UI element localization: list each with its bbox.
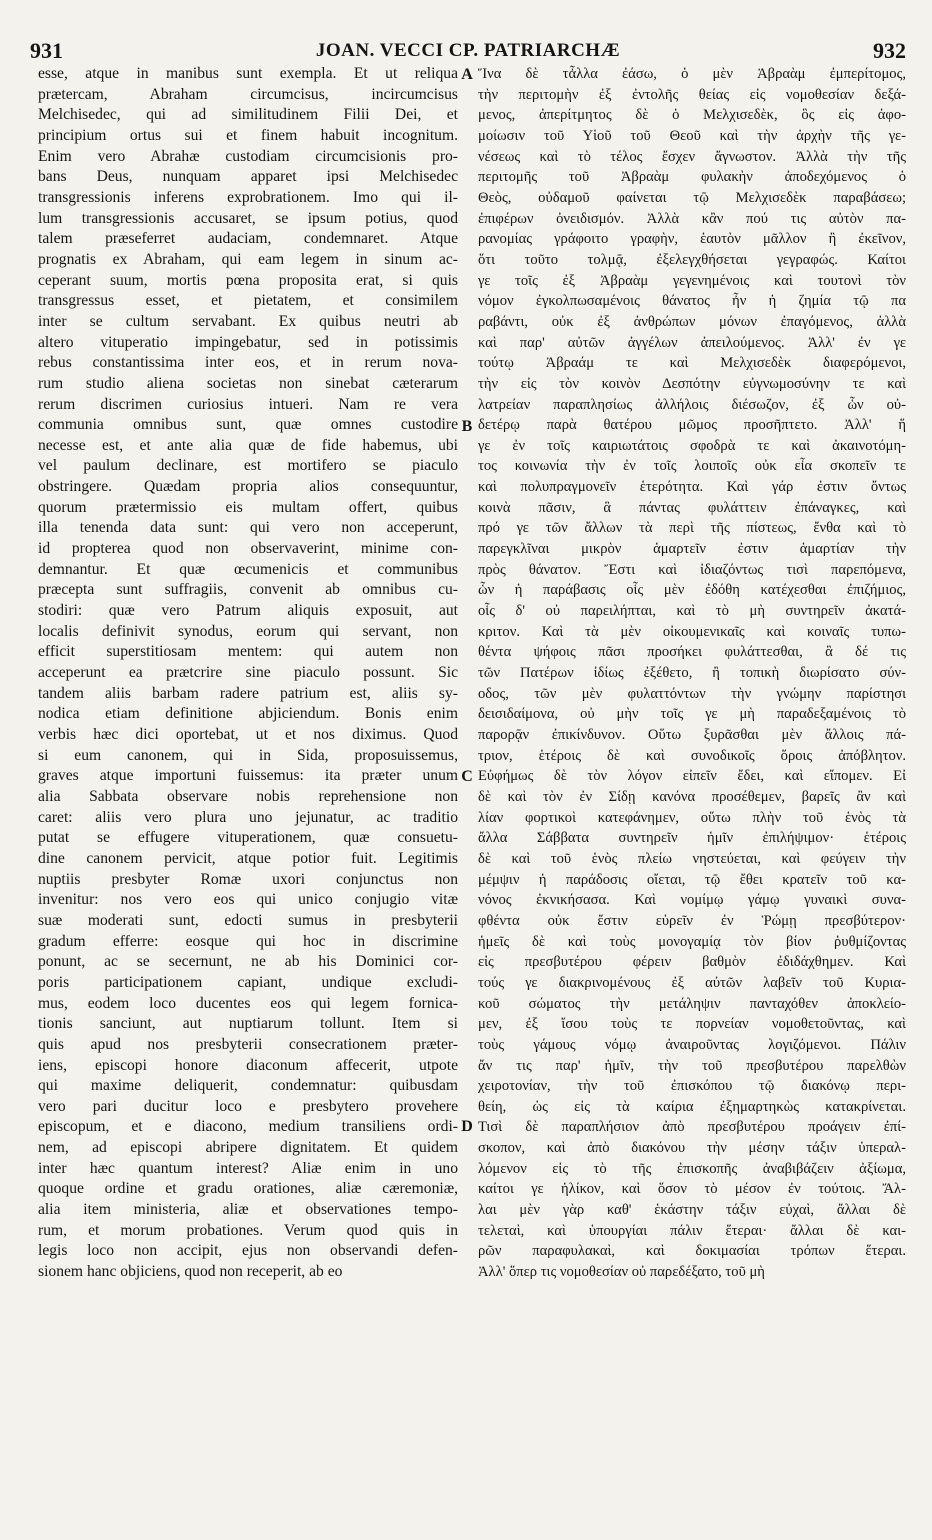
text-line: lum transgressionis accusaret, se ipsum potius, quod [38, 209, 458, 227]
text-line: τούς γε διακρινομένους ἐξ αὐτῶν λαβεῖν τοῦ Κυρια- [478, 974, 906, 991]
text-line: inter hæc quantum interest? Aliæ enim in uno [38, 1159, 458, 1177]
text-line: poris participationem capiant, undique excludi- [38, 973, 458, 991]
text-line: λίαν φορτικοὶ κατεφάνημεν, οὕτω πλὴν τοῦ ἑνὸς τὰ [478, 809, 906, 826]
text-line: prognatis ex Abraham, qui eam legem in sinum ac- [38, 250, 458, 268]
text-line: λατρείαν παραπλησίως ἀλλήλοις διέσωζον, ἐξ ὧν οὐ- [478, 396, 906, 413]
text-line: φθέντα οὐκ ἔστιν εὑρεῖν ἐν Ῥώμῃ πρεσβύτερον· [478, 912, 906, 929]
text-line: acceperunt ea prætcrire sine piaculo possunt. Sic [38, 664, 458, 682]
text-line: transgressionis inferens exprobrationem. Imo qui il- [38, 188, 458, 206]
text-line: verbis hæc dici oportebat, ut et nos diximus. Quod [38, 726, 458, 743]
text-line: Τισὶ δὲ παραπλήσιον ἀπὸ πρεσβυτέρου προάγειν ἐπί- [478, 1119, 906, 1136]
text-line: οἷς δ' οὐ παρειλήπται, καὶ τὸ μὴ συντηρεῖν ἀκατά- [478, 603, 906, 620]
text-line: ραβάντι, οὐκ ἐξ ἀνθρώπων μόνων ἐπαγόμενος, ἀλλὰ [478, 313, 906, 330]
text-line: νέσεως καὶ τὸ τέλος ἔσχεν ἄγνωστον. Ἀλλὰ τὴν τῆς [478, 148, 906, 165]
text-line: καίτοι γε ἡλίκον, καὶ ὅσον τὸ μέσον ἐν τούτοις. Ἄλ- [478, 1181, 906, 1198]
margin-mark-c: C [461, 768, 473, 785]
text-line: κοινὰ πᾶσιν, ἃ πάντας φυλάττειν ἐπάναγκες, καὶ [478, 499, 906, 516]
text-line: ceperant suum, mortis pœna proposita erat, si quis [38, 271, 458, 289]
text-line: qui maxime deliquerit, condemnatur: quibusdam [38, 1077, 458, 1095]
text-line: talem præseferret audaciam, condemnaret. Atque [38, 230, 458, 248]
text-line: γε ἐν τοῖς καιριωτάτοις σφοδρὰ τε καὶ ἀκαινοτόμη- [478, 437, 906, 454]
margin-mark-a: A [461, 66, 473, 83]
text-line: episcopum, et e diacono, medium transiliens ordi- [38, 1118, 458, 1136]
text-line: iens, episcopi honore diaconum affecerit, utpote [38, 1056, 458, 1074]
text-line: sionem hanc objiciens, quod non receperit, ab eo [38, 1263, 343, 1281]
text-line: nem, ad episcopi abripere dignitatem. Et quidem [38, 1139, 458, 1157]
text-line: quoque ordine et gradu orationes, aliæ cæremoniæ, [38, 1180, 458, 1198]
text-line: τοὺς γάμους νόμῳ ἀναιροῦντας λογιζόμενοι. Πάλιν [478, 1036, 906, 1053]
text-line: παρεγκλῖναι μικρὸν ἁμαρτεῖν ἐστιν ἁμαρτίαν τὴν [478, 541, 906, 558]
text-line: nuptiis presbyter Romæ uxori conjunctus non [38, 870, 458, 888]
text-line: tionis sanciunt, aut nuptiarum tollunt. Item si [38, 1015, 458, 1033]
text-line: Melchisedec, qui ad similitudinem Filii Dei, et [38, 106, 458, 124]
text-line: tandem aliis barbam radere patrium est, aliis sy- [38, 684, 458, 702]
text-line: μεν, ἐξ ἴσου τοὺς τε πορνείαν νομοθετοῦντας, καὶ [478, 1016, 906, 1033]
page-number-left: 931 [30, 38, 63, 63]
text-line: esse, atque in manibus sunt exempla. Et ut reliqua [38, 65, 458, 82]
latin-column [38, 64, 458, 1283]
text-line: Ἵνα δὲ τἆλλα ἐάσω, ὁ μὲν Ἀβραὰμ ἐμπερίτομος, [478, 66, 906, 82]
text-line: τούτῳ Ἀβραάμ τε καὶ Μελχισεδὲκ διαφερόμενοι, [478, 355, 906, 372]
page-number-right: 932 [873, 38, 906, 63]
text-line: πρὸς θάνατον. Ἔστι καὶ ἰδιαζόντως τισὶ παρεπόμενα, [478, 561, 906, 578]
text-line: quorum prætermissio eis multam offert, quibus [38, 498, 458, 516]
text-line: ἐπιφέρων ὀνειδισμόν. Ἀλλὰ κἂν πού τις αὐτὸν πα- [478, 210, 906, 227]
text-line: νόμον ἐγκολπωσαμένοις θάνατος ἦν ἡ ζημία τῷ πα [478, 293, 906, 310]
text-line: Enim vero Abrahæ custodiam circumcisionis pro- [38, 147, 458, 165]
text-line: τῶν Πατέρων ἰδίως ἐξέθετο, ἢ τοπικὴ διωρίσατο σύν- [478, 665, 906, 682]
text-line: alia item ministeria, aliæ et observationes tempo- [38, 1201, 458, 1219]
margin-mark-d: D [461, 1118, 473, 1135]
text-line: δὲ καὶ τοῦ ἑνὸς πλείω νηστεύεται, καὶ φεύγειν τὴν [478, 850, 906, 867]
text-line: χειροτονίαν, τὴν τοῦ ἐπισκόπου τῷ διακόνῳ περι- [478, 1078, 906, 1095]
running-header [30, 38, 906, 64]
text-line: graves atque importuni fuissemus: ita præter unum [38, 767, 458, 785]
text-line: si eum canonem, qui in Sida, proposuissemus, [38, 746, 458, 764]
text-line: τελεταὶ, καὶ ὑπουργίαι πάλιν ἕτεραι· ἄλλαι δὲ και- [478, 1222, 906, 1239]
text-line: εἰς πρεσβυτέρου φέρειν βαθμὸν ἐδιδάχθημεν. Καὶ [478, 954, 906, 971]
text-line: ἄλλα Σάββατα συντηρεῖν ἡμῖν ἐπιλήψιμον· ἑτέροις [478, 830, 906, 847]
text-line: ὧν ἡ παράβασις οἷς μὲν ἐδόθη κατέχεσθαι ἐπιζήμιος, [478, 582, 906, 599]
text-line: suæ moderati sunt, edocti sumus in presbyterii [38, 911, 458, 929]
text-line: πρό γε τῶν ἄλλων τὰ περὶ τῆς πίστεως, ἔνθα καὶ τὸ [478, 520, 906, 537]
text-line: μενος, ἀπερίτμητος δὲ ὁ Μελχισεδὲκ, ὃς εἰς ἀφο- [478, 107, 906, 124]
greek-column [478, 64, 906, 1283]
text-line: bans Deus, nunquam apparet ipsi Melchisedec [38, 168, 458, 186]
text-line: altero vituperatio impingebatur, sed in potissimis [38, 333, 458, 351]
text-line: vel paulum declinare, est mortifero se piaculo [38, 457, 458, 475]
text-line: rum, et morum probationes. Verum quod quis in [38, 1221, 458, 1239]
text-line: σκοπον, καὶ ἀπὸ διακόνου τὴν μέσην τάξιν ὑπεραλ- [478, 1140, 906, 1157]
text-line: invenitur: nos vero eos qui unico conjugio vitæ [38, 891, 458, 909]
text-line: κριτον. Καὶ τὰ μὲν οἰκουμενικαῖς καὶ κοιναῖς τυπω- [478, 623, 906, 640]
text-line: vero pari ducitur loco e presbytero provehere [38, 1097, 458, 1115]
text-line: inter se cultum servabant. Ex quibus neutri ab [38, 312, 458, 330]
text-line: rerum discrimen curiosius intueri. Nam re vera [38, 395, 458, 413]
text-line: λαι μὲν γὰρ καθ' ἑκάστην τάξιν εὐχαὶ, ἄλλαι δὲ [478, 1202, 906, 1219]
text-line: id propterea quod non observaverint, minime con- [38, 540, 458, 558]
text-line: καὶ παρ' αὐτῶν ἀγγέλων ἀπειλούμενος. Ἀλλ' ἐν γε [478, 334, 906, 351]
text-line: gradum efferre: eosque qui hoc in discrimine [38, 932, 458, 950]
text-line: ἄν τις παρ' ἡμῖν, τὴν τοῦ πρεσβυτέρου παρελθὼν [478, 1057, 906, 1074]
text-line: alia Sabbata observare nobis reprehensione non [38, 787, 458, 805]
text-line: δετέρῳ παρὰ θατέρου μῶμος προσῆπτετο. Ἀλλ' ἥ [478, 417, 906, 434]
running-title: JOAN. VECCI CP. PATRIARCHÆ [315, 40, 621, 61]
text-line: quis apud nos presbyterii consecrationem præter- [38, 1035, 458, 1053]
text-line: ponunt, ac se secernunt, ne ab his Dominici cor- [38, 953, 458, 971]
text-line: τὴν περιτομὴν ἐξ ἐντολῆς θείας εἰς νομοθεσίαν δεξά- [478, 86, 906, 103]
text-line: rum studio aliena societas non sinebat cæterarum [38, 374, 458, 392]
text-line: præcepta sunt suffragiis, convenit ab omnibus cu- [38, 581, 458, 599]
text-line: transgressus esset, et pietatem, et consimilem [38, 292, 458, 310]
text-line: nodica etiam definitione abjiciendum. Bonis enim [38, 705, 458, 723]
text-line: τος κοινωνία τὴν ἐν τοῖς λοιποῖς οὐκ εἶα σκοπεῖν τε [478, 458, 906, 475]
text-line: caret: aliis vero plura uno jejunatur, ac traditio [38, 808, 458, 826]
text-line: stodiri: quæ vero Patrum aliquis exposuit, aut [38, 602, 458, 620]
text-line: δεισιδαίμονα, οὐ μὴν τοῖς γε μὴ παραδεξαμένοις τὸ [478, 706, 906, 723]
text-line: obstringere. Quædam propria alios consequuntur, [38, 478, 458, 496]
text-line: θείη, ὡς εἰς τὰ καίρια ἐξημαρτηκὼς κατακρίνεται. [478, 1098, 906, 1115]
text-line: demnantur. Et quæ œcumenicis et communibus [38, 560, 458, 578]
text-line: τὴν εἰς τὸν κοινὸν Δεσπότην εὐγνωμοσύνην τε καὶ [478, 375, 906, 392]
text-line: οδος, τῶν μὲν φυλαττόντων τὴν γνώμην παρίστησι [478, 685, 906, 702]
text-line: illa tenenda data sunt: qui vero non acceperunt, [38, 519, 458, 537]
text-line: efficit superstitiosam mentem: qui autem non [38, 643, 458, 661]
margin-mark-b: B [461, 418, 473, 435]
text-line: γε τοῖς ἐξ Ἀβραὰμ γεγενημένοις καὶ τουτονὶ τὸν [478, 272, 906, 289]
text-line: rebus constantissima inter eos, et in rerum nova- [38, 354, 458, 372]
text-line: θέντα ψήφοις πᾶσι προσήκει φυλάττεσθαι, ἃ δέ τις [478, 644, 906, 661]
text-line: νόνος ἐκνικήσασα. Καὶ νομίμῳ γάμῳ γυναικὶ συνα- [478, 892, 906, 909]
text-line: necesse est, et ante alia quæ de fide habemus, ubi [38, 436, 458, 454]
text-line: μέμψιν ἡ παράδοσις οἴεται, τῷ ἔθει κρατεῖν τοῦ κα- [478, 871, 906, 888]
text-line: παρορᾷν ἐπικίνδυνον. Οὕτω ξυρᾶσθαι μὲν ἄλλοις πά- [478, 727, 906, 743]
text-line: Ἀλλ' ὅπερ τις νομοθεσίαν οὐ παρεδέξατο, τοῦ μὴ [478, 1264, 765, 1281]
text-line: mus, eodem loco ducentes eos qui legem fornica- [38, 994, 458, 1012]
text-line: ρῶν παραφυλακαὶ, καὶ δοκιμασίαι τρόπων ἕτεραι. [478, 1243, 906, 1260]
text-line: κοῦ σώματος τὴν μετάληψιν πανταχόθεν ἀποκλείο- [478, 995, 906, 1012]
text-line: λόμενον εἰς τὸ τῆς ἐπισκοπῆς ἀναβιβάζειν ἀξίωμα, [478, 1160, 906, 1177]
text-line: principium ortus sui et finem habuit incognitum. [38, 126, 458, 144]
text-line: περιτομῆς τοῦ Ἀβραὰμ φυλακὴν ἀποδεχόμενος ὁ [478, 169, 906, 186]
text-line: δὲ καὶ τὸν ἐν Σίδῃ κανόνα προσέθεμεν, βαρεῖς ἂν καὶ [478, 788, 906, 805]
text-line: μοίωσιν τοῦ Υἱοῦ τοῦ Θεοῦ καὶ τὴν ἀρχὴν τῆς γε- [478, 127, 906, 144]
text-line: καὶ πολυπραγμονεῖν ἑτερότητα. Καὶ γάρ ἐστιν ὄντως [478, 479, 906, 496]
text-line: ὅτι τοῦτο τολμᾷ, ἐξελεγχθήσεται γεγραφώς. Καίτοι [478, 251, 906, 268]
text-line: legis loco non accipit, ejus non observandi defen- [38, 1242, 458, 1260]
text-line: τριον, ἑτέροις δὲ καὶ συνοδικοῖς ὅροις ἀπόβλητον. [478, 747, 906, 764]
text-line: ρανομίας γράφοιτο γραφὴν, ἑαυτὸν μᾶλλον ἢ ἐκεῖνον, [478, 231, 906, 248]
text-line: prætercam, Abraham circumcisus, incircumcisus [38, 85, 458, 103]
text-line: ἡμεῖς δὲ καὶ τοὺς μονογαμίᾳ τὸν βίον ῥυθμίζοντας [478, 933, 906, 950]
text-line: localis definivit synodus, eorum qui servant, non [38, 622, 458, 640]
text-line: communia omnibus sunt, quæ omnes custodire [38, 416, 458, 434]
text-line: Εὐφήμως δὲ τὸν λόγον εἰπεῖν ἔδει, καὶ εἴπομεν. Εἰ [478, 768, 906, 785]
text-line: Θεὸς, οὐδαμοῦ φαίνεται τῷ Μελχισεδὲκ παραβάσεω; [478, 189, 906, 206]
text-line: dine canonem pervicit, atque potior fuit. Legitimis [38, 849, 458, 867]
text-line: putat se effugere vituperationem, quæ consuetu- [38, 829, 458, 847]
